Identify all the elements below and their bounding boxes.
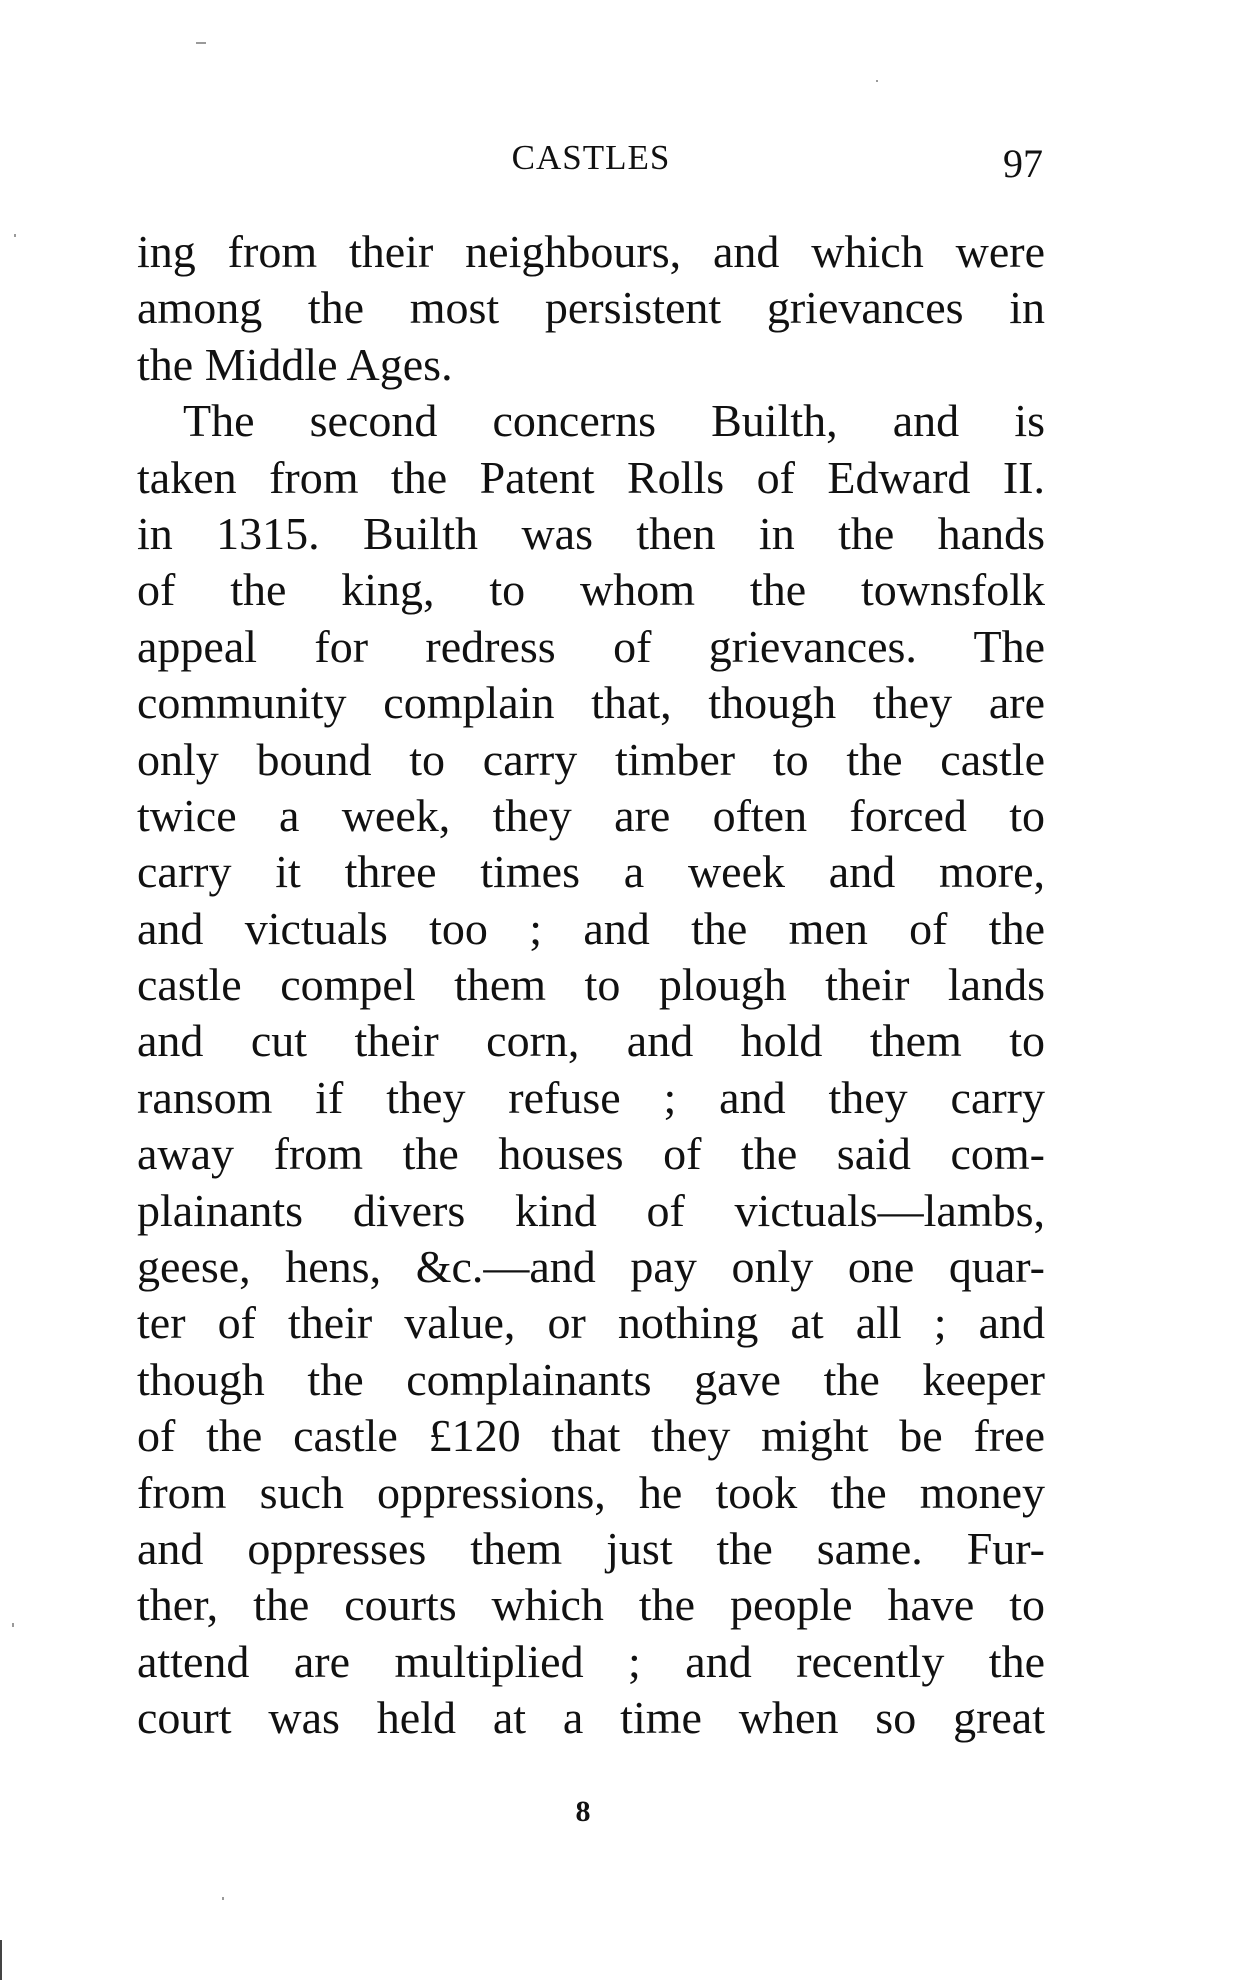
text-line: twice a week, they are often forced to: [137, 789, 1045, 841]
text-line: from such oppressions, he took the money: [137, 1466, 1045, 1518]
scan-edge: [0, 1940, 2, 1980]
text-line: and oppresses them just the same. Fur-: [137, 1522, 1045, 1574]
text-line: ransom if they refuse ; and they carry: [137, 1071, 1045, 1123]
running-head: [137, 138, 1045, 188]
scan-speck: [196, 42, 206, 44]
text-line: geese, hens, &c.—and pay only one quar-: [137, 1241, 1045, 1293]
text-line: attend are multiplied ; and recently the: [137, 1635, 1045, 1687]
scan-speck: [12, 1623, 14, 1627]
body-text: [137, 224, 1045, 1747]
text-line: away from the houses of the said com-: [137, 1128, 1045, 1180]
text-line: plainants divers kind of victuals—lambs,: [137, 1184, 1045, 1236]
text-line: ter of their value, or nothing at all ; and: [137, 1297, 1045, 1349]
text-line: though the complainants gave the keeper: [137, 1353, 1045, 1405]
text-line: appeal for redress of grievances. The: [137, 620, 1045, 672]
text-line: and cut their corn, and hold them to: [137, 1015, 1045, 1067]
text-line: court was held at a time when so great: [137, 1692, 1045, 1744]
text-line: in 1315. Builth was then in the hands: [137, 507, 1045, 559]
text-line: ther, the courts which the people have to: [137, 1579, 1045, 1631]
signature-mark: 8: [575, 1795, 591, 1828]
scan-speck: [14, 234, 16, 237]
running-title: CASTLES: [511, 138, 671, 177]
text-line: among the most persistent grievances in: [137, 282, 1045, 334]
paragraph-first-line: The second concerns Builth, and is: [183, 395, 1045, 447]
text-line: the Middle Ages.: [137, 338, 453, 390]
scan-speck: [222, 1897, 224, 1900]
text-line: of the king, to whom the townsfolk: [137, 564, 1045, 616]
text-line: carry it three times a week and more,: [137, 846, 1045, 898]
text-line: of the castle £120 that they might be free: [137, 1410, 1045, 1462]
text-line: and victuals too ; and the men of the: [137, 902, 1045, 954]
text-line: ing from their neighbours, and which were: [137, 226, 1045, 277]
text-line: castle compel them to plough their lands: [137, 959, 1045, 1011]
text-line: community complain that, though they are: [137, 677, 1045, 729]
scan-speck: [876, 80, 878, 82]
text-line: taken from the Patent Rolls of Edward II.: [137, 451, 1045, 503]
text-line: only bound to carry timber to the castle: [137, 733, 1045, 785]
page-number: 97: [1003, 141, 1043, 186]
